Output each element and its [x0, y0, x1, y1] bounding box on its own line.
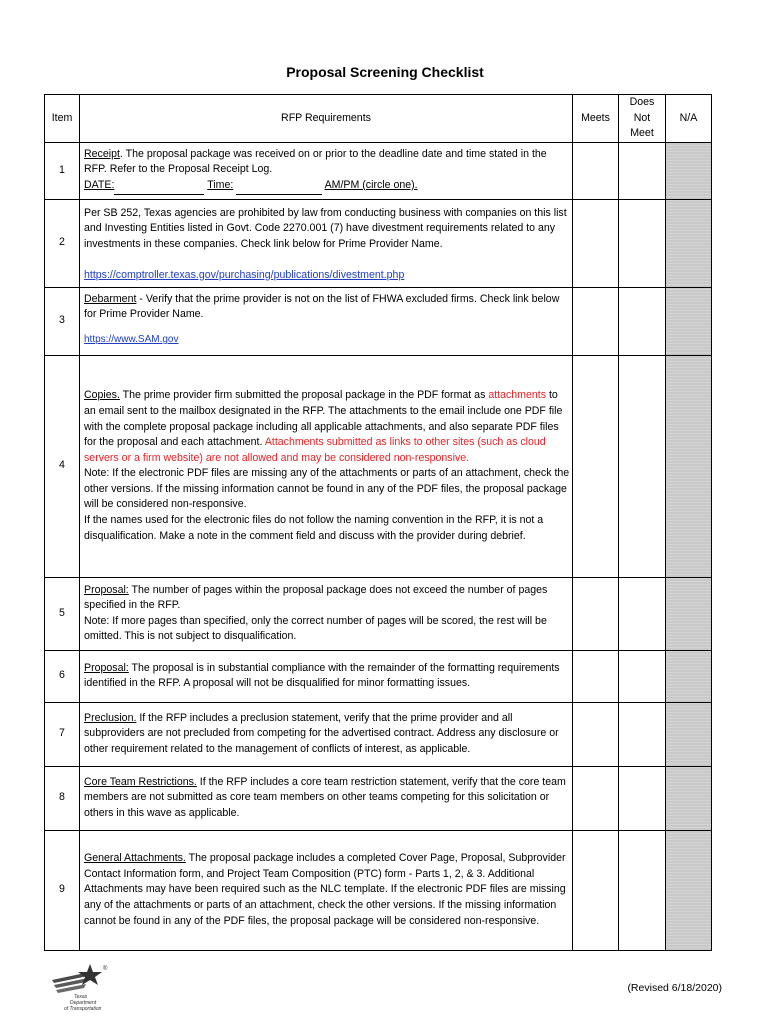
na-cell — [666, 702, 712, 766]
header-dnm-line2: Not — [633, 111, 651, 124]
requirement-lead: General Attachments. — [84, 852, 186, 865]
requirement-cell — [80, 830, 573, 950]
requirement-text: If the RFP includes a preclusion statement, verify that the prime provider and all subproviders are not precluded from competing for the advertised contract. Address any disclosure or other requirement related to the management of conflicts of interest, as applicable. — [84, 711, 559, 756]
table-row — [45, 766, 712, 830]
sam-link[interactable]: https://www.SAM.gov — [84, 333, 179, 345]
ampm-label: AM/PM (circle one). — [324, 178, 418, 191]
item-number: 5 — [45, 577, 80, 650]
table-row — [45, 355, 712, 577]
requirement-cell — [80, 142, 573, 199]
logo-text-department: Department — [70, 1000, 97, 1006]
table-row — [45, 287, 712, 355]
header-requirements: RFP Requirements — [80, 95, 573, 143]
does-not-meet-cell[interactable] — [619, 766, 666, 830]
logo-text-texas: Texas — [74, 994, 88, 1000]
item-number: 9 — [45, 830, 80, 950]
does-not-meet-cell[interactable] — [619, 830, 666, 950]
item-number: 7 — [45, 702, 80, 766]
header-dnm-line1: Does — [629, 96, 655, 108]
date-label: DATE: — [84, 178, 115, 191]
requirement-lead: Debarment — [84, 292, 137, 305]
does-not-meet-cell[interactable] — [619, 355, 666, 577]
item-number: 1 — [45, 142, 80, 199]
requirement-lead: Core Team Restrictions. — [84, 775, 197, 788]
item-number: 4 — [45, 355, 80, 577]
meets-cell[interactable] — [573, 287, 619, 355]
na-cell — [666, 142, 712, 199]
naming-note: If the names used for the electronic files do not follow the naming convention in the RFP, it is not a disqualification. Make a note in the comment field and discuss with the provider during debrief. — [84, 514, 544, 542]
header-item: Item — [45, 95, 80, 143]
logo-text-transportation: of Transportation — [64, 1006, 102, 1012]
meets-cell[interactable] — [573, 830, 619, 950]
requirement-note: Note: If the electronic PDF files are missing any of the attachments or parts of an attachment, check the other versions. If the missing information cannot be found in any of the PDF files, the proposal package will be considered non-responsive. — [84, 467, 570, 511]
requirement-text-cont: to an email sent to the mailbox designated in the RFP. The attachments to the email include one PDF file with the complete proposal package including all applicable attachments, and also separate PDF files for the proposal and each attachment. — [84, 389, 563, 449]
item-number: 8 — [45, 766, 80, 830]
table-row — [45, 142, 712, 199]
registered-mark: ® — [103, 966, 108, 972]
table-row — [45, 199, 712, 287]
requirement-text: . The proposal package was received on or prior to the deadline date and time stated in the RFP. Refer to the Proposal Receipt Log. — [84, 147, 547, 176]
meets-cell[interactable] — [573, 142, 619, 199]
meets-cell[interactable] — [573, 577, 619, 650]
page-title: Proposal Screening Checklist — [286, 64, 484, 80]
attachments-highlight: attachments — [488, 389, 547, 402]
does-not-meet-cell[interactable] — [619, 650, 666, 702]
requirement-cell — [80, 702, 573, 766]
requirement-text: The proposal package includes a completed Cover Page, Proposal, Subprovider Contact Information form, and Project Team Composition (PTC) form - Parts 1, 2, & 3. Additional Attachments may have been required such as the NLC template. If the electronic PDF files are missing any of the attachments or parts of an attachment, check the other versions. If the missing information cannot be found in any of the PDF files, the proposal package will be considered non-responsive. — [84, 852, 566, 927]
requirement-cell — [80, 766, 573, 830]
requirement-lead: Receipt — [84, 147, 120, 160]
time-blank[interactable] — [236, 178, 322, 195]
item-number: 6 — [45, 650, 80, 702]
requirement-note: Note: If more pages than specified, only the correct number of pages will be scored, the rest will be omitted. This is not subject to disqualification. — [84, 614, 547, 643]
table-row — [45, 702, 712, 766]
table-row — [45, 650, 712, 702]
header-row — [45, 95, 712, 143]
requirement-lead: Preclusion. — [84, 711, 137, 724]
table-row — [45, 577, 712, 650]
item-number: 2 — [45, 199, 80, 287]
date-blank[interactable] — [114, 178, 204, 195]
requirement-cell — [80, 650, 573, 702]
header-dnm-line3: Meet — [630, 127, 654, 140]
na-cell — [666, 199, 712, 287]
requirement-cell — [80, 577, 573, 650]
requirement-cell — [80, 199, 573, 287]
divestment-link[interactable]: https://comptroller.texas.gov/purchasing/publications/divestment.php — [84, 268, 405, 281]
links-warning: Attachments submitted as links to other sites (such as cloud servers or a firm website) are not allowed and may be considered non-responsive. — [84, 436, 546, 464]
na-cell — [666, 287, 712, 355]
requirement-text: If the RFP includes a core team restriction statement, verify that the core team members are not submitted as core team members on other teams competing for this solicitation or others in this wave as applicable. — [84, 775, 566, 820]
requirement-text: The proposal is in substantial compliance with the remainder of the formatting requirements identified in the RFP. A proposal will not be disqualified for minor formatting issues. — [84, 661, 560, 690]
requirement-cell — [80, 355, 573, 577]
requirement-text: The prime provider firm submitted the proposal package in the PDF format as — [119, 389, 489, 402]
requirement-lead: Proposal: — [84, 661, 129, 674]
does-not-meet-cell[interactable] — [619, 287, 666, 355]
requirement-lead: Proposal: — [84, 583, 129, 596]
na-cell — [666, 830, 712, 950]
checklist-table — [44, 94, 712, 951]
txdot-logo — [48, 962, 122, 1012]
time-label: Time: — [207, 178, 234, 191]
requirement-text: - Verify that the prime provider is not on the list of FHWA excluded firms. Check link below for Prime Provider Name. — [84, 292, 560, 321]
header-does-not-meet — [619, 95, 666, 143]
does-not-meet-cell[interactable] — [619, 577, 666, 650]
meets-cell[interactable] — [573, 650, 619, 702]
does-not-meet-cell[interactable] — [619, 142, 666, 199]
header-na: N/A — [666, 95, 712, 143]
na-cell — [666, 650, 712, 702]
meets-cell[interactable] — [573, 766, 619, 830]
requirement-cell — [80, 287, 573, 355]
does-not-meet-cell[interactable] — [619, 199, 666, 287]
requirement-text: The number of pages within the proposal package does not exceed the number of pages specified in the RFP. — [84, 583, 548, 612]
meets-cell[interactable] — [573, 355, 619, 577]
header-meets: Meets — [573, 95, 619, 143]
na-cell — [666, 766, 712, 830]
na-cell — [666, 355, 712, 577]
table-row — [45, 830, 712, 950]
meets-cell[interactable] — [573, 199, 619, 287]
na-cell — [666, 577, 712, 650]
item-number: 3 — [45, 287, 80, 355]
revision-date: (Revised 6/18/2020) — [627, 982, 722, 994]
meets-cell[interactable] — [573, 702, 619, 766]
txdot-star-logo-icon — [48, 962, 122, 1012]
requirement-lead: Copies. — [84, 389, 120, 402]
requirement-text: Per SB 252, Texas agencies are prohibited by law from conducting business with companies on this list and Investing Entities listed in Govt. Code 2270.001 (7) have divestment requirements related to any investments in these companies. Check link below for Prime Provider Name. — [84, 206, 567, 250]
does-not-meet-cell[interactable] — [619, 702, 666, 766]
